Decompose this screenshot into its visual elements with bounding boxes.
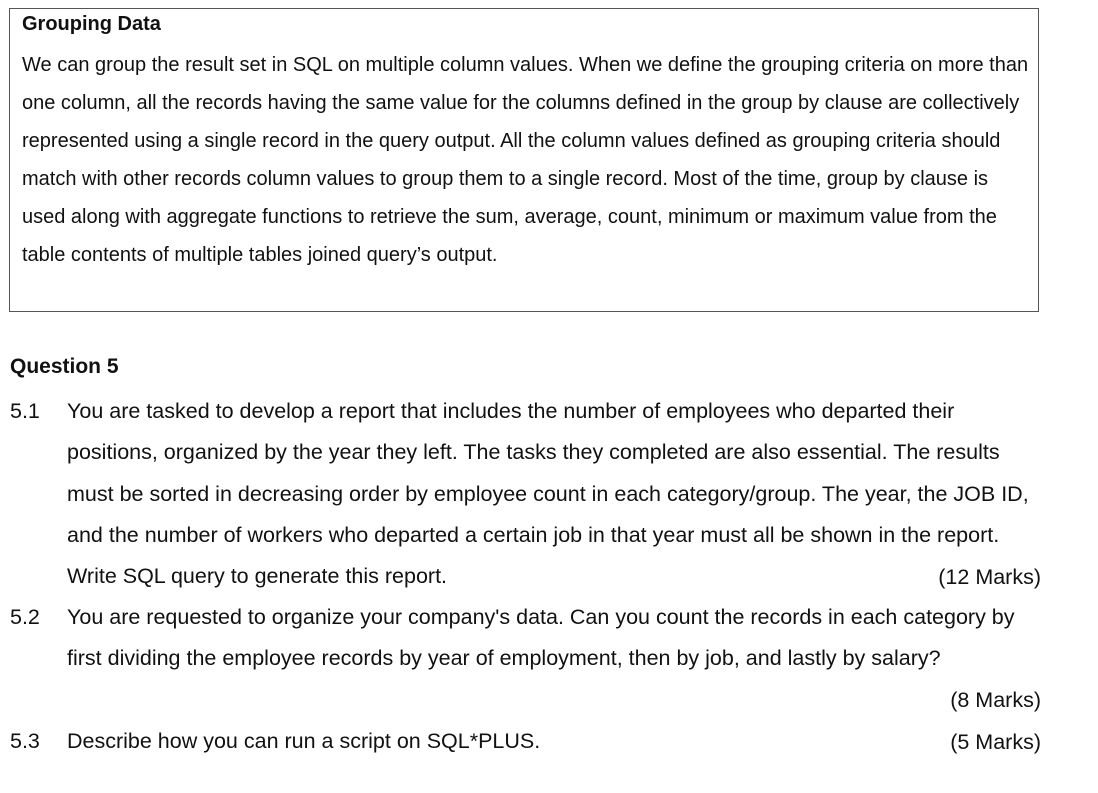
question-text: You are requested to organize your company's data. Can you count the records in each category by first dividing the employee records by year of employment, then by job, and lastly by salary? bbox=[67, 605, 1015, 671]
question-text: Describe how you can run a script on SQL*PLUS. bbox=[67, 729, 541, 753]
box-body-text: We can group the result set in SQL on multiple column values. When we define the grouping criteria on more than one column, all the records having the same value for the columns defined in the group by clause are collectively represented using a single record in the query output. All the column values defined as grouping criteria should match with other records column values to group them to a single record. Most of the time, group by clause is used along with aggregate functions to retrieve the sum, average, count, minimum or maximum value from the table contents of multiple tables joined query’s output. bbox=[22, 54, 1029, 266]
question-number: 5.3 bbox=[10, 729, 40, 753]
question-marks: (12 Marks) bbox=[938, 564, 1041, 589]
question-number: 5.1 bbox=[10, 399, 40, 423]
question-number: 5.2 bbox=[10, 605, 40, 629]
grouping-data-box bbox=[9, 8, 1039, 312]
question-item bbox=[0, 597, 1098, 721]
question-marks: (5 Marks) bbox=[950, 729, 1041, 754]
question-heading: Question 5 bbox=[10, 355, 119, 378]
question-item bbox=[0, 391, 1098, 598]
question-marks: (8 Marks) bbox=[950, 687, 1041, 712]
question-item bbox=[0, 721, 1098, 763]
question-text: You are tasked to develop a report that includes the number of employees who departed their positions, organized by the year they left. The tasks they completed are also essential. The results must be sorted in decreasing order by employee count in each category/group. The year, the JOB ID, and the number of workers who departed a certain job in that year must all be shown in the report. Write SQL query to generate this report. bbox=[67, 399, 1029, 589]
box-title: Grouping Data bbox=[22, 13, 161, 35]
